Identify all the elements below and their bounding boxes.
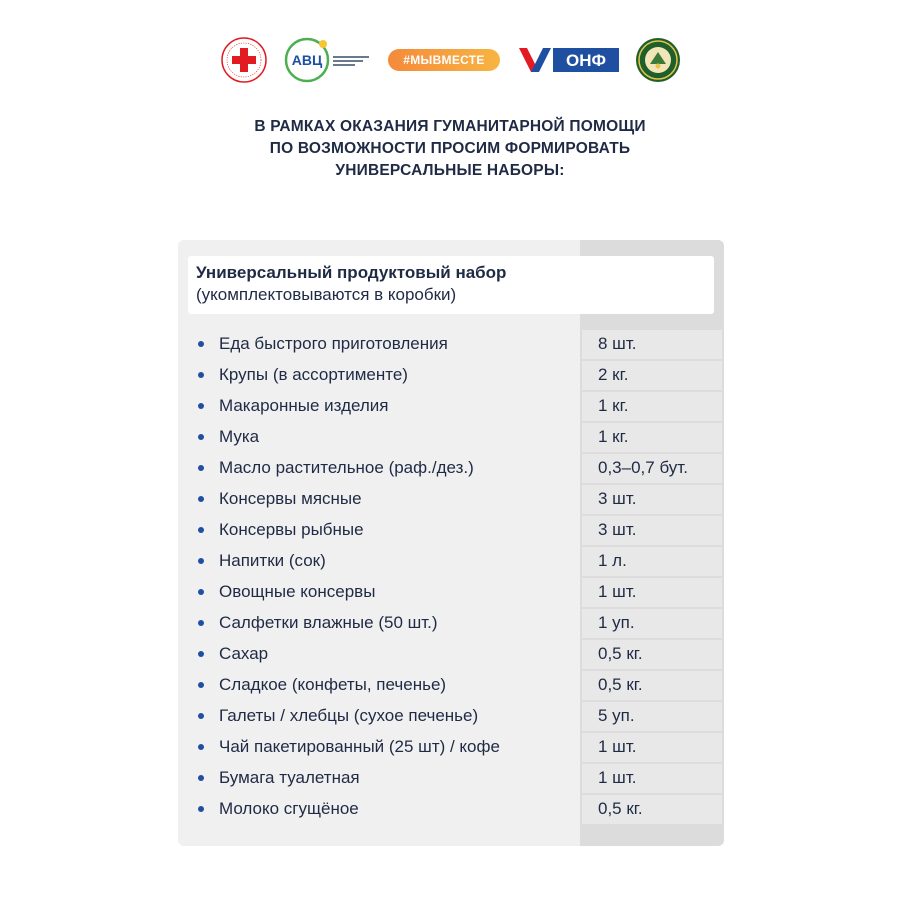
myvmeste-tag-label: #МЫВМЕСТЕ (403, 53, 485, 67)
item-name: Еда быстрого приготовления (219, 334, 448, 353)
bullet-icon (198, 527, 204, 533)
bullet-icon (198, 403, 204, 409)
item-name: Галеты / хлебцы (сухое печенье) (219, 706, 479, 725)
table-row (178, 639, 724, 670)
item-name: Молоко сгущёное (219, 799, 359, 818)
item-quantity: 1 шт. (598, 737, 637, 756)
item-quantity: 0,3–0,7 бут. (598, 458, 688, 477)
bullet-icon (198, 341, 204, 347)
item-quantity: 3 шт. (598, 520, 637, 539)
bullet-icon (198, 775, 204, 781)
item-quantity: 0,5 кг. (598, 644, 643, 663)
onf-logo-text: ОНФ (565, 51, 607, 70)
item-name: Овощные консервы (219, 582, 376, 601)
heading-line: УНИВЕРСАЛЬНЫЕ НАБОРЫ: (335, 162, 565, 179)
table-subtitle: (укомплектовываются в коробки) (196, 285, 457, 304)
bullet-icon (198, 651, 204, 657)
table-row (178, 391, 724, 422)
item-quantity: 1 кг. (598, 427, 629, 446)
bullet-icon (198, 372, 204, 378)
item-quantity: 1 кг. (598, 396, 629, 415)
item-name: Крупы (в ассортименте) (219, 365, 408, 384)
avc-logo (283, 36, 375, 84)
bullet-icon (198, 744, 204, 750)
item-name: Сахар (219, 644, 269, 663)
table-row (178, 794, 724, 825)
page-heading (150, 116, 750, 182)
item-name: Чай пакетированный (25 шт) / кофе (219, 737, 500, 756)
table-row (178, 484, 724, 515)
item-quantity: 3 шт. (598, 489, 637, 508)
onf-logo (517, 44, 621, 76)
item-name: Макаронные изделия (219, 396, 389, 415)
table-row (178, 453, 724, 484)
table-row (178, 422, 724, 453)
bullet-icon (198, 620, 204, 626)
item-name: Салфетки влажные (50 шт.) (219, 613, 438, 632)
myvmeste-tag (388, 49, 500, 71)
item-quantity: 0,5 кг. (598, 675, 643, 694)
heading-line: ПО ВОЗМОЖНОСТИ ПРОСИМ ФОРМИРОВАТЬ (269, 140, 631, 157)
item-name: Консервы мясные (219, 489, 362, 508)
item-quantity: 5 уп. (598, 706, 635, 725)
bullet-icon (198, 682, 204, 688)
table-title: Универсальный продуктовый набор (196, 263, 507, 282)
item-quantity: 8 шт. (598, 334, 637, 353)
item-quantity: 0,5 кг. (598, 799, 643, 818)
bullet-icon (198, 713, 204, 719)
bullet-icon (198, 434, 204, 440)
avc-logo-text: АВЦ (291, 52, 323, 68)
bullet-icon (198, 465, 204, 471)
item-name: Сладкое (конфеты, печенье) (219, 675, 447, 694)
logo-row (0, 30, 900, 82)
item-quantity: 1 л. (598, 551, 627, 570)
item-name: Консервы рыбные (219, 520, 364, 539)
product-list (178, 329, 724, 825)
table-row (178, 701, 724, 732)
item-name: Напитки (сок) (219, 551, 326, 570)
table-row (178, 577, 724, 608)
heading-line: В РАМКАХ ОКАЗАНИЯ ГУМАНИТАРНОЙ ПОМОЩИ (254, 118, 646, 135)
item-name: Бумага туалетная (219, 768, 360, 787)
table-row (178, 763, 724, 794)
table-row (178, 515, 724, 546)
bullet-icon (198, 496, 204, 502)
bullet-icon (198, 589, 204, 595)
item-quantity: 1 шт. (598, 582, 637, 601)
table-row (178, 360, 724, 391)
table-row (178, 608, 724, 639)
item-quantity: 2 кг. (598, 365, 629, 384)
item-quantity: 1 уп. (598, 613, 635, 632)
item-name: Мука (219, 427, 260, 446)
government-seal-logo (634, 36, 682, 84)
red-cross-logo (220, 36, 268, 84)
bullet-icon (198, 806, 204, 812)
table-row (178, 732, 724, 763)
table-row (178, 546, 724, 577)
bullet-icon (198, 558, 204, 564)
item-quantity: 1 шт. (598, 768, 637, 787)
table-row (178, 329, 724, 360)
table-row (178, 670, 724, 701)
item-name: Масло растительное (раф./дез.) (219, 458, 474, 477)
